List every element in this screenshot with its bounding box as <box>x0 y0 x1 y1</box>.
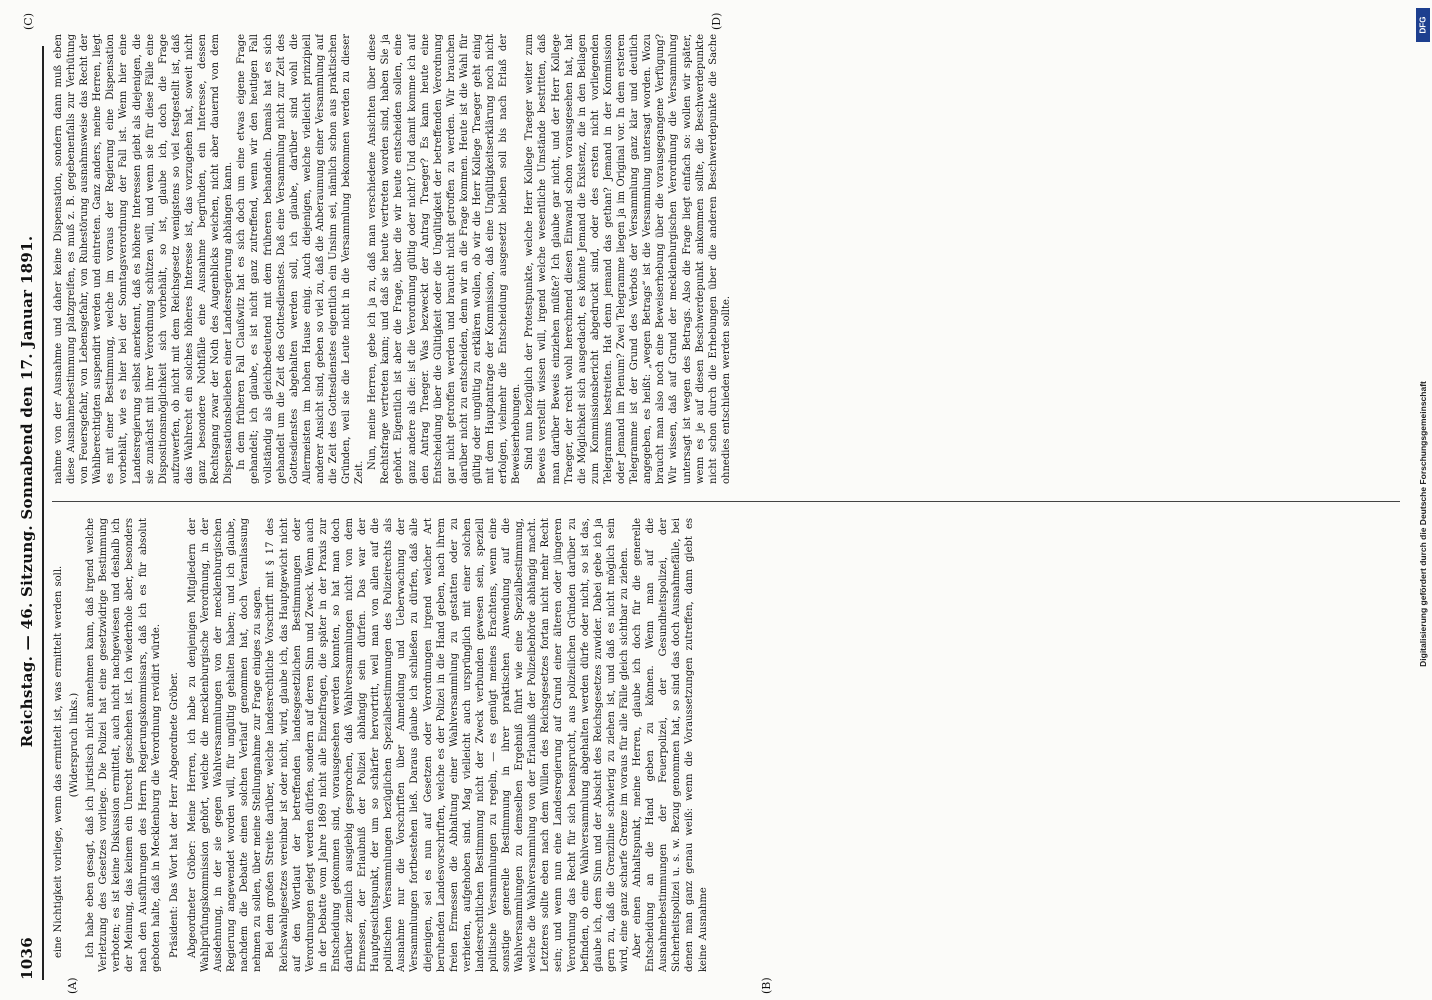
president-remark: Präsident: Das Wort hat der Herr Abgeordnete Gröber. <box>168 672 180 958</box>
paragraph: In dem früheren Fall Claußwitz hat es sich doch um eine etwas eigene Frage gehandelt; ich glaube, es ist nicht ganz zutreffend, wenn wir den heutigen Fall vollständig als gleichbedeutend mit dem früheren behandeln. Damals hat es sich gehandelt um die Zeit des Gottesdienstes. Daß eine Versammlung nicht zur Zeit des Gottesdienstes abgehalten werden soll, ich glaube, darüber sind wohl die Allermeisten im hohen Hause einig. Auch diejenigen, welche vielleicht prinzipiell anderer Ansicht sind, geben so viel zu, daß die Anberaumung einer Versammlung auf die Zeit des Gottesdienstes eigentlich ein Unsinn sei, nämlich schon aus praktischen Gründen, weil sie die Leute nicht in die Versammlung bekommen werden zu dieser Zeit. <box>236 34 366 484</box>
dfg-logo <box>1416 8 1430 42</box>
paragraph: eine Nichtigkeit vorliege, wenn das ermittelt ist, was ermittelt werden soll. <box>53 565 64 958</box>
paragraph: Abgeordneter Gröber: Meine Herren, ich habe zu denjenigen Mitgliedern der Wahlprüfungskommission gehört, welche die mecklenburgische Verordnung, in der Ausdehnung, in der sie gegen Wahlversammlungen von der mecklenburgischen Regierung angewendet worden will, für ungültig gehalten haben; und ich glaube, nachdem die Debatte einen solchen Verlauf genommen hat, doch Veranlassung nehmen zu sollen, über meine Stellungnahme zur Frage einiges zu sagen. <box>186 518 264 972</box>
paragraph: Bei dem großen Streite darüber, welche landesrechtliche Vorschrift mit § 17 des Reichswahlgesetzes vereinbar ist oder nicht, wird, glaube ich, das Hauptgewicht nicht auf den Wortlaut der betreffenden landesgesetzlichen Bestimmungen oder Verordnungen gelegt werden dürfen, sondern auf deren Sinn und Zweck. Wenn auch in der Debatte vom Jahre 1869 nicht alle Einzelfragen, die später in der Praxis zur Entscheidung gekommen sind, vorausgesehen werden konnten, so hat man doch darüber ziemlich ausgiebig gesprochen, daß Wahlversammlungen nicht von dem Ermessen, der Erlaubniß der Polizei abhängig sein dürfen. Das war der Hauptgesichtspunkt, der um so schärfer hervortritt, weil man von allen auf die politischen Versammlungen bezüglichen Spezialbestimmungen des Polizeirechts als Ausnahme nur die Vorschriften über Anmeldung und Ueberwachung der Versammlungen fortbestehen ließ. Daraus glaube ich schließen zu dürfen, daß alle diejenigen, sei es nun auf Gesetzen oder Verordnungen irgend welcher Art beruhenden Landesvorschriften, welche es der Polizei in die Hand geben, nach ihrem freien Ermessen die Abhaltung einer Wahlversammlung zu gestatten oder zu verbieten, aufgehoben sind. Mag vielleicht auch ursprünglich mit einer solchen landesrechtlichen Bestimmung nicht der Zweck verbunden gewesen sein, speziell politische Versammlungen zu regeln, — es genügt meines Erachtens, wenn eine sonstige generelle Bestimmung in ihrer praktischen Anwendung auf die Wahlversammlungen zu demselben Ergebniß führt wie eine Spezialbestimmung, welche die Wahlversammlung von der Erlaubniß der Polizeibehörde abhängig macht. Letzteres sollte eben nach dem Willen des Reichsgesetzes fortan nicht mehr Recht sein; und wenn nun eine Landesregierung auf Grund einer älteren oder jüngeren Verordnung das Recht für sich beansprucht, aus polizeilichen Gründen darüber zu befinden, ob eine Wahlversammlung abgehalten werden dürfe oder nicht, so ist das, glaube ich, dem Sinn und der Absicht des Reichsgesetzes zuwider. Dabei gebe ich ja gern zu, daß die Grenzlinie schwierig zu ziehen ist, und daß es nicht möglich sein wird, eine ganz scharfe Grenze im voraus für alle Fälle gleich sichtbar zu ziehen. <box>265 518 630 972</box>
left-column <box>52 518 1400 972</box>
column-divider <box>52 501 1400 502</box>
page-number: 1036 <box>18 937 36 980</box>
margin-marker-c: (C) <box>22 13 35 30</box>
header-rule <box>42 46 44 980</box>
digitization-credit <box>1416 48 1430 1000</box>
paragraph: Sind nun bezüglich der Protestpunkte, welche Herr Kollege Traeger weiter zum Beweis verstellt wissen will, irgend welche wesentliche Umstände bestritten, daß man darüber Beweis einziehen müßte? Ich glaube gar nicht, und der Herr Kollege Traeger, der recht wohl herechnend diesen Einwand schon vorausgesehen hat, hat die Möglichkeit sich ausgedacht, es könnte Jemand die Existenz, die in den Beilagen zum Kommissionsbericht abgedruckt sind, oder des ersten nicht vorliegenden Telegramms bestreiten. Hat denn jemand das gethan? Jemand in der Kommission oder Jemand im Plenum? Zwei Telegramme liegen ja im Original vor. In dem ersteren Telegramme ist der Grund des Verbots der Versammlung ganz klar und deutlich angegeben, es heißt: „wegen Betrags“ ist die Versammlung untersagt worden. Wozu braucht man also noch eine Beweiserhebung über die vorausgegangene Verfügung? Wir wissen, daß auf Grund der mecklenburgischen Verordnung die Versammlung untersagt ist wegen des Betrags. Also die Frage liegt einfach so: wollen wir später, wenn es je auf diesen Beschwerdepunkt ankommen sollte, die Beschwerdepunkte nicht schon durch die Erhebungen über die anderen Beschwerdepunkte die Sache ohnedies entschieden werden sollte. <box>524 34 732 484</box>
page-header <box>14 46 40 980</box>
dfg-logo-text: DFG <box>1418 16 1428 34</box>
margin-marker-a: (A) <box>66 977 79 994</box>
margin-marker-d: (D) <box>710 12 723 30</box>
margin-marker-b: (B) <box>760 977 773 994</box>
interjection: (Widerspruch links.) <box>69 692 81 798</box>
paragraph: Aber einen Anhaltspunkt, meine Herren, glaube ich doch für die generelle Entscheidung an die Hand geben zu können. Wenn man auf die Ausnahmebestimmungen der Feuerpolizei, der Gesundheitspolizei, der Sicherheitspolizei u. s. w. Bezug genommen hat, so sind das doch Ausnahmefälle, bei denen man ganz genau weiß: wenn die Voraussetzungen zutreffen, dann giebt es keine Ausnahme <box>632 518 709 972</box>
paragraph: Nun, meine Herren, gebe ich ja zu, daß man verschiedene Ansichten über diese Rechtsfrage vertreten kann; und daß sie heute vertreten worden sind, haben Sie ja gehört. Eigentlich ist aber die Frage, über die wir heute entscheiden sollen, eine ganz andere als die: ist die Verordnung gültig oder nicht? Und damit komme ich auf den Antrag Traeger. Was bezweckt der Antrag Traeger? Es kann heute eine Entscheidung über die Gültigkeit oder die Ungültigkeit der betreffenden Verordnung gar nicht getroffen werden und braucht nicht getroffen zu werden. Wir brauchen darüber nicht zu entscheiden, denn wir an die Frage kommen. Heute ist die Wahl für gültig oder ungültig zu erklären wollen, ob wir die Herr Kollege Traeger geht einig mit dem Hauptantrage der Kommission, daß eine Ungültigkeitserklärung noch nicht erfolgen, vielmehr die Entscheidung ausgesetzt bleiben soll bis nach Erlaß der Beweiserhebungen. <box>367 34 523 484</box>
paragraph: Ich habe eben gesagt, daß ich juristisch nicht annehmen kann, daß irgend welche Verletzung des Gesetzes vorliege. Die Polizei hat eine gesetzwidrige Bestimmung verboten; es ist keine Diskussion ermittelt, auch nicht nachgewiesen und deshalb ich der Meinung, das keinem ein Unrecht geschehen ist. Ich wiederhole aber, besonders nach den Ausführungen des Herrn Regierungskommissars, daß ich es für absolut geboten halte, daß in Mecklenburg die Verordnung revidirt würde. <box>85 518 162 972</box>
paragraph: nahme von der Ausnahme und daher keine Dispensation, sondern dann muß eben diese Ausnahmebestimmung platzgreifen, es muß z. B. gegebenenfalls zur Verhütung von Feuersgefahr, von Lebensgefahr, von Ruhestörung ausnahmsweise das Recht der Wahlberechtigten suspendirt werden und eintreten. Ganz anders, meine Herren, liegt es mit einer Bestimmung, welche im voraus der Regierung eine Dispensation vorbehält, wie es hier bei der Sonntagsverordnung der Fall ist. Wenn hier eine Landesregierung selbst anerkennt, daß es höhere Interessen giebt als diejenigen, die sie zunächst mit ihrer Verordnung schützen will, und wenn sie für diese Fälle eine Dispositionsmöglichkeit sich vorbehält, so ist, glaube ich, doch die Frage aufzuwerfen, ob nicht mit dem Reichsgesetz wenigstens so viel festgestellt ist, daß das Wahlrecht ein solches höheres Interesse ist, das vorzugehen hat, soweit nicht ganz besondere Nothfälle eine Ausnahme begründen, ein Interesse, dessen Rechtsgang zwar der Noth des Augenblicks weichen, nicht aber dauernd von dem Dispensationsbelieben einer Landesregierung abhängen kann. <box>53 34 235 484</box>
session-heading: Reichstag. — 46. Sitzung. Sonnabend den 17. Januar 1891. <box>18 235 36 748</box>
right-column <box>52 34 1400 484</box>
credit-text: Digitalisierung gefördert durch die Deutsche Forschungsgemeinschaft <box>1418 381 1428 667</box>
